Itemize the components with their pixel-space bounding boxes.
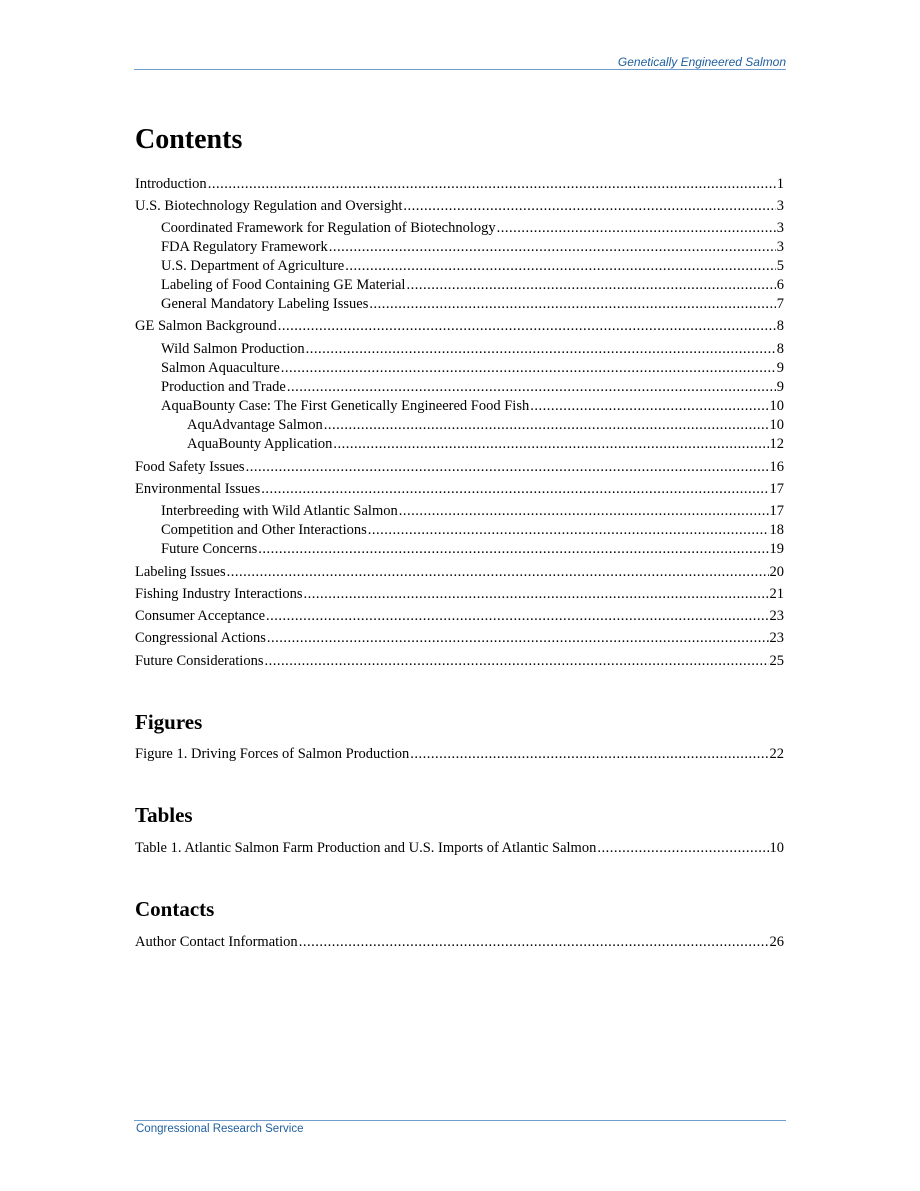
- toc-entry[interactable]: [161, 359, 784, 377]
- leader-dots: [597, 839, 768, 857]
- toc-entry-page: 16: [769, 459, 784, 475]
- toc-entry[interactable]: [187, 416, 784, 434]
- toc-entry-page: 5: [776, 258, 784, 274]
- footer-text: Congressional Research Service: [136, 1123, 304, 1135]
- toc-entry-title: Consumer Acceptance: [135, 608, 266, 624]
- toc-entry-title: Food Safety Issues: [135, 459, 245, 475]
- leader-dots: [329, 238, 776, 256]
- toc-entry-page: 10: [769, 840, 784, 856]
- toc-entry-title: Production and Trade: [161, 379, 286, 395]
- toc-entry[interactable]: [135, 585, 784, 603]
- leader-dots: [406, 276, 775, 294]
- toc-entry-title: Fishing Industry Interactions: [135, 586, 303, 602]
- toc-entry-title: Future Concerns: [161, 541, 258, 557]
- toc-entry-page: 21: [769, 586, 784, 602]
- leader-dots: [333, 435, 768, 453]
- leader-dots: [278, 317, 776, 335]
- toc-entry-title: Labeling of Food Containing GE Material: [161, 277, 406, 293]
- toc-entry[interactable]: [135, 175, 784, 193]
- toc-entry-title: AquAdvantage Salmon: [187, 417, 323, 433]
- tables-heading: Tables: [135, 803, 193, 827]
- toc-entry[interactable]: [135, 745, 784, 763]
- toc-entry-title: Introduction: [135, 176, 207, 192]
- leader-dots: [324, 416, 769, 434]
- toc-entry-page: 3: [776, 220, 784, 236]
- header-rule: [134, 69, 786, 70]
- toc-entry-page: 9: [776, 379, 784, 395]
- toc-entry-title: General Mandatory Labeling Issues: [161, 296, 369, 312]
- leader-dots: [227, 563, 769, 581]
- leader-dots: [306, 340, 776, 358]
- leader-dots: [287, 378, 776, 396]
- toc-entry-title: Author Contact Information: [135, 934, 298, 950]
- toc-entry[interactable]: [135, 629, 784, 647]
- toc-entry-page: 17: [769, 481, 784, 497]
- leader-dots: [264, 652, 768, 670]
- leader-dots: [399, 502, 769, 520]
- leader-dots: [281, 359, 776, 377]
- leader-dots: [369, 295, 775, 313]
- toc-entry-title: Future Considerations: [135, 653, 264, 669]
- leader-dots: [497, 219, 776, 237]
- toc-entry-page: 3: [776, 239, 784, 255]
- leader-dots: [299, 933, 769, 951]
- toc-entry[interactable]: [135, 563, 784, 581]
- toc-entry-page: 18: [769, 522, 784, 538]
- leader-dots: [403, 197, 775, 215]
- toc-entry[interactable]: [135, 317, 784, 335]
- leader-dots: [258, 540, 768, 558]
- toc-entry-title: Environmental Issues: [135, 481, 261, 497]
- toc-entry-page: 23: [769, 630, 784, 646]
- leader-dots: [266, 607, 768, 625]
- toc-entry[interactable]: [135, 839, 784, 857]
- toc-entry[interactable]: [161, 540, 784, 558]
- toc-entry[interactable]: [187, 435, 784, 453]
- toc-entry[interactable]: [135, 480, 784, 498]
- toc-entry[interactable]: [161, 257, 784, 275]
- leader-dots: [368, 521, 769, 539]
- toc-entry-title: Labeling Issues: [135, 564, 226, 580]
- toc-entry-page: 12: [769, 436, 784, 452]
- toc-entry-page: 17: [769, 503, 784, 519]
- contacts-heading: Contacts: [135, 897, 215, 921]
- toc-entry-page: 8: [776, 318, 784, 334]
- toc-entry[interactable]: [161, 238, 784, 256]
- toc-entry[interactable]: [161, 521, 784, 539]
- toc-entry-title: FDA Regulatory Framework: [161, 239, 328, 255]
- toc-entry[interactable]: [135, 933, 784, 951]
- toc-entry-title: AquaBounty Case: The First Genetically Engineered Food Fish: [161, 398, 530, 414]
- toc-entry-title: Interbreeding with Wild Atlantic Salmon: [161, 503, 398, 519]
- leader-dots: [246, 458, 769, 476]
- toc-entry[interactable]: [135, 197, 784, 215]
- toc-entry-page: 1: [776, 176, 784, 192]
- toc-entry-page: 9: [776, 360, 784, 376]
- figures-heading: Figures: [135, 710, 203, 734]
- toc-entry[interactable]: [135, 652, 784, 670]
- leader-dots: [345, 257, 776, 275]
- toc-entry[interactable]: [161, 276, 784, 294]
- toc-entry-title: GE Salmon Background: [135, 318, 277, 334]
- toc-entry-page: 3: [776, 198, 784, 214]
- toc-entry[interactable]: [161, 378, 784, 396]
- leader-dots: [304, 585, 769, 603]
- toc-entry-title: AquaBounty Application: [187, 436, 333, 452]
- toc-entry-title: Coordinated Framework for Regulation of Biotechnology: [161, 220, 496, 236]
- toc-entry-page: 26: [769, 934, 784, 950]
- toc-entry-page: 19: [769, 541, 784, 557]
- toc-entry-page: 7: [776, 296, 784, 312]
- toc-entry[interactable]: [135, 607, 784, 625]
- toc-entry-page: 20: [769, 564, 784, 580]
- toc-entry[interactable]: [161, 295, 784, 313]
- toc-entry-page: 22: [769, 746, 784, 762]
- toc-entry[interactable]: [161, 340, 784, 358]
- toc-entry-page: 10: [769, 398, 784, 414]
- contents-heading: Contents: [135, 124, 243, 155]
- toc-entry-title: Congressional Actions: [135, 630, 266, 646]
- toc-entry-title: Figure 1. Driving Forces of Salmon Production: [135, 746, 410, 762]
- toc-entry-page: 10: [769, 417, 784, 433]
- leader-dots: [410, 745, 768, 763]
- leader-dots: [267, 629, 769, 647]
- leader-dots: [261, 480, 768, 498]
- toc-entry-title: Wild Salmon Production: [161, 341, 305, 357]
- toc-entry-page: 23: [769, 608, 784, 624]
- toc-entry[interactable]: [161, 219, 784, 237]
- toc-entry-page: 6: [776, 277, 784, 293]
- toc-entry-title: Competition and Other Interactions: [161, 522, 367, 538]
- toc-entry-title: Table 1. Atlantic Salmon Farm Production and U.S. Imports of Atlantic Salmon: [135, 840, 597, 856]
- leader-dots: [208, 175, 776, 193]
- toc-entry-title: U.S. Department of Agriculture: [161, 258, 345, 274]
- leader-dots: [530, 397, 768, 415]
- toc-entry-page: 8: [776, 341, 784, 357]
- toc-entry[interactable]: [135, 458, 784, 476]
- toc-entry-page: 25: [769, 653, 784, 669]
- footer-rule: [134, 1120, 786, 1121]
- toc-entry[interactable]: [161, 502, 784, 520]
- toc-entry[interactable]: [161, 397, 784, 415]
- toc-entry-title: U.S. Biotechnology Regulation and Oversight: [135, 198, 403, 214]
- toc-entry-title: Salmon Aquaculture: [161, 360, 280, 376]
- running-header-title: Genetically Engineered Salmon: [617, 55, 786, 69]
